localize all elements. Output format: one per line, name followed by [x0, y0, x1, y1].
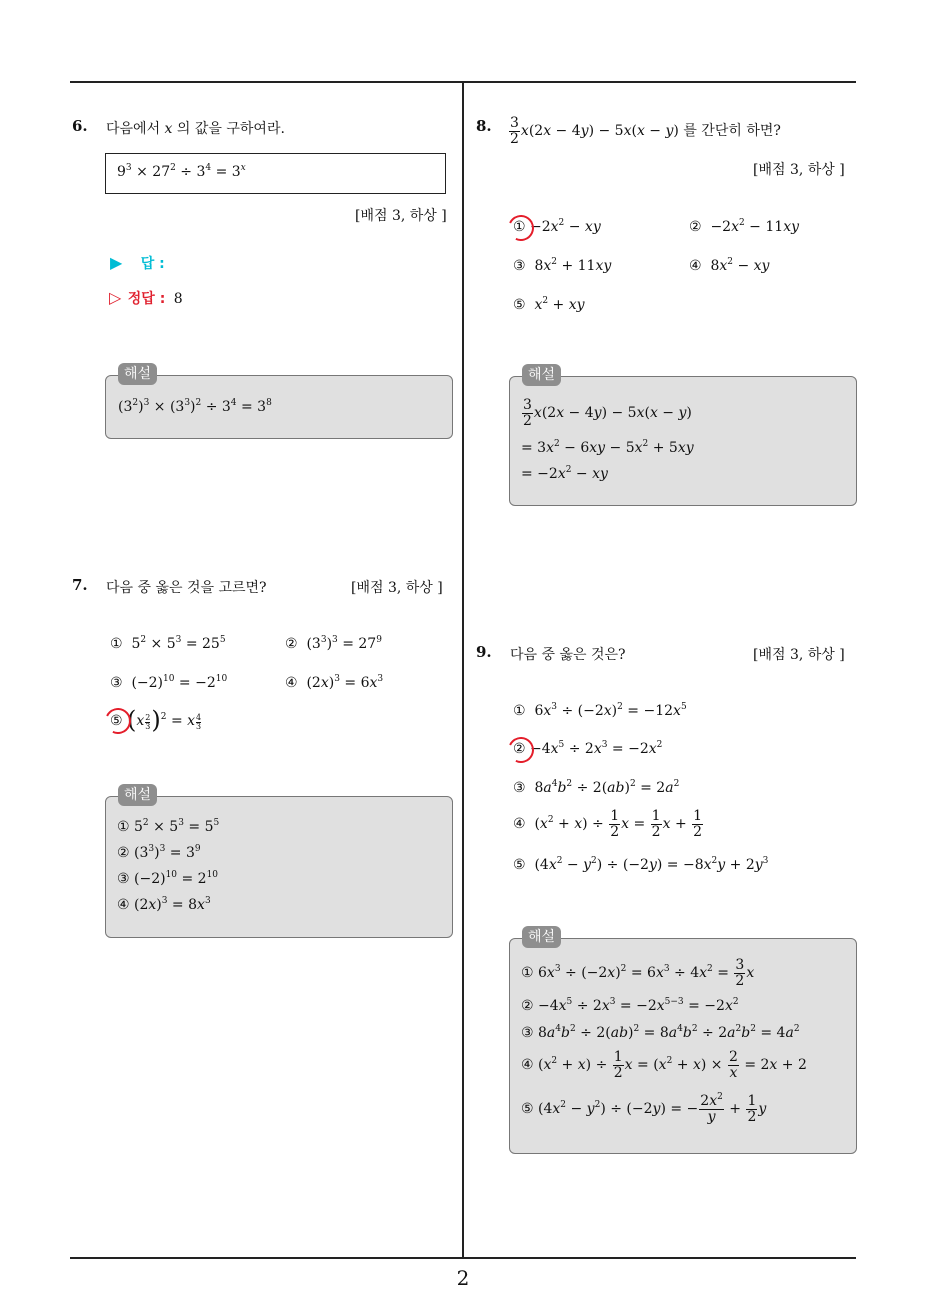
q9-option-5: ⑤ $(4x^2 - y^2) \div (-2y) = -8x^2y + 2y^3$ [513, 856, 769, 873]
q6-number: 6. [72, 117, 88, 135]
q7-option-3: ③ $(-2)^{10} = -2^{10}$ [110, 674, 228, 691]
q7-option-4: ④ $(2x)^3 = 6x^3$ [285, 674, 384, 691]
q6-correct-value: 8 [173, 291, 183, 307]
q6-correct-row [109, 288, 183, 308]
q9-solution-line-1: ① $6x^3 \div (-2x)^2 = 6x^3 \div 4x^2$ = $\frac{3}{2}$ x [521, 957, 755, 989]
q9-solution-line-5: ⑤ $(4x^2 - y^2) \div (-2y)$ = − $\frac{2x^2}{y}$ + $\frac{1}{2}$ y [521, 1092, 767, 1125]
q8-text: $\frac{3}{2}$ x(2x − 4y) − 5x(x − y) 를 간단히 하면? [510, 115, 781, 147]
q8-solution-line-2: = $3x^2 - 6xy - 5x^2 + 5xy$ [521, 439, 694, 456]
q8-option-2: ② $-2x^2 - 11xy$ [689, 218, 799, 235]
page-number: 2 [456, 1266, 470, 1290]
q9-solution-tag: 해설 [522, 926, 561, 948]
q7-solution-line-4: ④ $(2x)^3 = 8x^3$ [117, 896, 211, 913]
q6-equation: $9^3 \times 27^2 \div 3^4 = 3^x$ [117, 163, 246, 180]
q8-solution-line-3: = $-2x^2$ − xy [521, 465, 608, 482]
q9-option-4: ④ $(x^2 + x)$ ÷ $\frac{1}{2}$ x = $\frac{1}{2}$ x + $\frac{1}{2}$ [513, 808, 703, 840]
q8-option-1: ① $-2x^2$ − xy [513, 218, 601, 235]
q6-answer-label: 답 : [140, 256, 165, 272]
q8-answer-mark [504, 211, 537, 244]
q9-text: 다음 중 옳은 것은? [510, 647, 626, 663]
q9-solution-line-3: ③ $8a^4b^2 \div 2(ab)^2 = 8a^4b^2 \div 2a^2b^2 = 4a^2$ [521, 1024, 800, 1041]
q7-number: 7. [72, 576, 88, 594]
q7-score: [배점 3, 하상 ] [351, 580, 443, 596]
q7-solution-line-2: ② $(3^3)^3 = 3^9$ [117, 844, 201, 861]
answer-arrow-icon: ▶ [110, 253, 123, 272]
q6-equation-box [105, 153, 446, 194]
bottom-rule [70, 1257, 856, 1259]
q7-text: 다음 중 옳은 것을 고르면? [106, 580, 267, 596]
q6-solution-tag: 해설 [118, 363, 157, 385]
column-divider [462, 82, 464, 1258]
q8-option-3: ③ $8x^2 + 11xy$ [513, 257, 612, 274]
q7-solution-box [105, 796, 453, 938]
q9-number: 9. [476, 643, 492, 661]
q7-option-2: ② $(3^3)^3 = 27^9$ [285, 635, 382, 652]
q8-number: 8. [476, 117, 492, 135]
q8-solution-tag: 해설 [522, 364, 561, 386]
q7-option-1: ① $5^2 \times 5^3 = 25^5$ [110, 635, 226, 652]
q6-text: 다음에서 x 의 값을 구하여라. [106, 121, 285, 137]
q7-solution-line-3: ③ $(-2)^{10} = 2^{10}$ [117, 870, 219, 887]
q6-solution-line: $(3^2)^3 \times (3^3)^2 \div 3^4 = 3^8$ [118, 398, 272, 415]
q8-option-5: ⑤ $x^2$ + xy [513, 296, 585, 313]
q6-answer-row [110, 253, 165, 273]
q9-option-3: ③ $8a^4b^2 \div 2(ab)^2 = 2a^2$ [513, 779, 680, 796]
correct-arrow-icon: ▷ [109, 288, 122, 307]
q7-solution-line-1: ① $5^2 \times 5^3 = 5^5$ [117, 818, 220, 835]
q7-solution-tag: 해설 [118, 784, 157, 806]
q9-solution-line-4: ④ $(x^2 + x)$ ÷ $\frac{1}{2}$ $x = (x^2 + x)$ × $\frac{2}{x}$ = 2x + 2 [521, 1049, 807, 1081]
q6-score: [배점 3, 하상 ] [355, 208, 447, 224]
q7-option-5: ⑤ (x $\frac{2}{3}$ )$^2$ = x $\frac{4}{3}$ [110, 706, 202, 734]
q8-score: [배점 3, 하상 ] [753, 162, 845, 178]
q9-answer-mark [504, 733, 537, 766]
q9-solution-line-2: ② $-4x^5 \div 2x^3 = -2x^{5-3} = -2x^2$ [521, 997, 739, 1014]
q6-correct-label: 정답 : [127, 291, 166, 307]
q9-score: [배점 3, 하상 ] [753, 647, 845, 663]
q8-solution-line-1: $\frac{3}{2}$ x(2x − 4y) − 5x(x − y) [523, 397, 692, 429]
q9-option-1: ① $6x^3 \div (-2x)^2 = -12x^5$ [513, 702, 687, 719]
q8-option-4: ④ $8x^2$ − xy [689, 257, 770, 274]
q9-option-2: ② $-4x^5 \div 2x^3 = -2x^2$ [513, 740, 663, 757]
